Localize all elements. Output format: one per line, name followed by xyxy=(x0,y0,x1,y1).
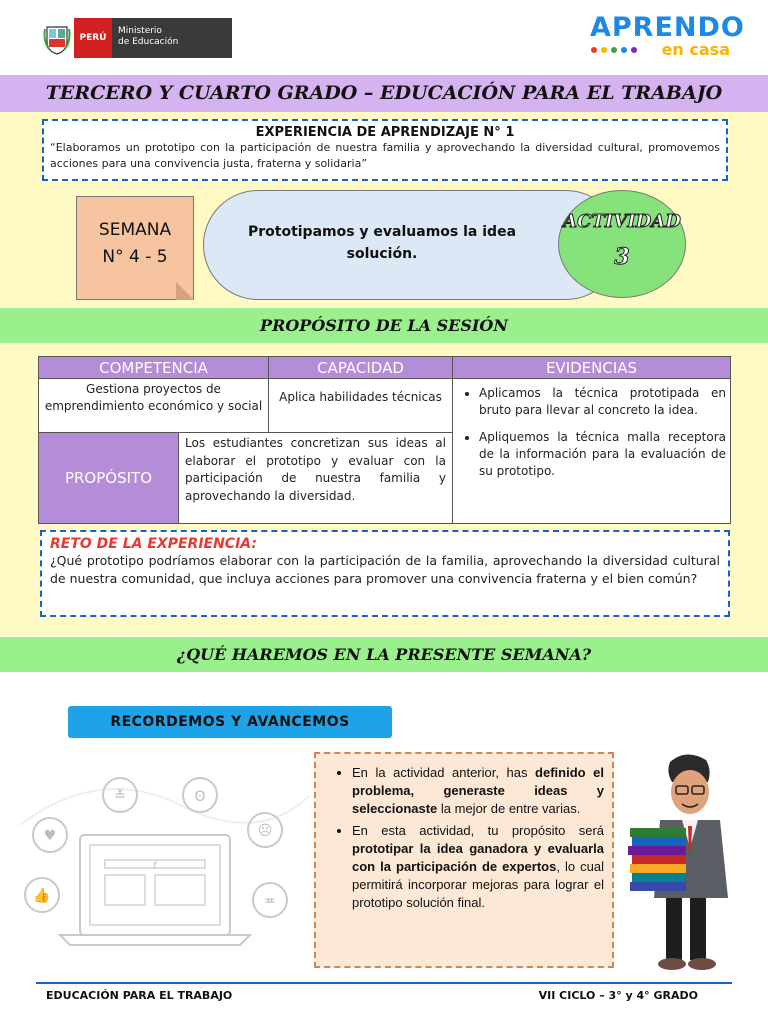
header-evidencias: EVIDENCIAS xyxy=(453,357,731,379)
activity-badge xyxy=(558,190,686,298)
experience-text: “Elaboramos un prototipo con la participación de nuestra familia y aprovechando la diversidad cultural, promovemos acciones para una convivencia justa, fraterna y solidaria” xyxy=(50,141,720,170)
proposito-text: Los estudiantes concretizan sus ideas al elaborar el prototipo y evaluar con la participación de nuestra familia y aprovechando la diversidad. xyxy=(185,436,446,503)
social-media-illustration xyxy=(20,765,310,955)
footer-left: EDUCACIÓN PARA EL TRABAJO xyxy=(46,989,233,1002)
activity-badge-label: ACTIVIDAD xyxy=(563,211,681,232)
svg-text:♥: ♥ xyxy=(43,828,57,844)
svg-text:👍: 👍 xyxy=(33,888,51,904)
semana-line1: SEMANA xyxy=(98,220,172,240)
footer-right: VII CICLO – 3° y 4° GRADO xyxy=(538,989,698,1002)
svg-text:ʘ: ʘ xyxy=(194,789,206,805)
purpose-band: PROPÓSITO DE LA SESIÓN xyxy=(0,308,768,343)
brand-dots-icon xyxy=(590,46,646,56)
evidencia-item: • Apliquemos la técnica malla receptora de la información para la evaluación de su prototipo. xyxy=(479,429,726,480)
svg-text:f: f xyxy=(153,861,157,872)
brand-bottom: en casa xyxy=(661,40,730,59)
svg-text:☹: ☹ xyxy=(257,823,273,839)
footer-divider xyxy=(36,982,732,984)
activity-title: Prototipamos y evaluamos la idea solución. xyxy=(203,190,621,300)
summary-list xyxy=(340,764,604,912)
summary-text: En la actividad anterior, has xyxy=(352,765,536,780)
student-with-books-illustration xyxy=(620,748,750,978)
semana-line2: N° 4 - 5 xyxy=(102,247,168,267)
semana-note xyxy=(76,196,194,300)
reto-heading: RETO DE LA EXPERIENCIA: xyxy=(50,536,257,552)
recordemos-button[interactable]: RECORDEMOS Y AVANCEMOS xyxy=(68,706,392,738)
reto-text: ¿Qué prototipo podríamos elaborar con la participación de la familia, aprovechando la diversidad cultural de nuestra comunidad, que incluya acciones para promover una convivencia fraterna y el bien común? xyxy=(50,553,720,586)
summary-bold: prototipar la idea ganadora y evaluarla con la participación de expertos xyxy=(352,841,604,874)
summary-item xyxy=(352,764,604,818)
proposito-cell xyxy=(39,433,453,524)
summary-box xyxy=(314,752,614,968)
competencia-cell: Gestiona proyectos de emprendimiento económico y social xyxy=(39,379,269,433)
experience-heading: EXPERIENCIA DE APRENDIZAJE N° 1 xyxy=(255,125,515,140)
note-fold xyxy=(176,282,194,300)
table-row xyxy=(39,379,731,433)
activity-badge-number: 3 xyxy=(614,244,630,270)
reto-box xyxy=(40,530,730,617)
header-capacidad: CAPACIDAD xyxy=(269,357,453,379)
evidencia-item: • Aplicamos la técnica prototipada en bruto para llevar al concreto la idea. xyxy=(479,385,726,419)
summary-text: , lo cual permitirá incorporar mejoras para lograr el prototipo solución final. xyxy=(352,859,604,910)
summary-text: En esta actividad, tu propósito será xyxy=(352,823,604,838)
title-band: TERCERO Y CUARTO GRADO – EDUCACIÓN PARA EL TRABAJO xyxy=(0,75,768,112)
week-band: ¿QUÉ HAREMOS EN LA PRESENTE SEMANA? xyxy=(0,637,768,672)
peru-label: PERÚ xyxy=(74,18,112,58)
header-competencia: COMPETENCIA xyxy=(39,357,269,379)
brand-top: APRENDO xyxy=(590,12,745,43)
evidencias-cell xyxy=(453,379,731,524)
evidencias-list xyxy=(457,385,726,480)
svg-text:≚: ≚ xyxy=(114,788,126,804)
ministry-line2: de Educación xyxy=(118,37,179,47)
ministry-line1: Ministerio xyxy=(118,26,162,36)
proposito-label: PROPÓSITO xyxy=(39,433,179,523)
summary-item xyxy=(352,822,604,912)
coat-of-arms-icon xyxy=(40,18,74,58)
aprendo-en-casa-logo xyxy=(590,12,745,60)
capacidad-cell: Aplica habilidades técnicas xyxy=(269,379,453,433)
ministry-logo xyxy=(40,18,232,58)
ministry-name xyxy=(112,18,232,58)
summary-text: la mejor de entre varias. xyxy=(437,801,581,816)
svg-text:≖: ≖ xyxy=(264,893,276,909)
experience-box xyxy=(42,119,728,181)
summary-bold: definido el problema, generaste ideas y seleccionaste xyxy=(352,765,604,816)
competencies-table xyxy=(38,356,731,524)
table-header-row xyxy=(39,357,731,379)
